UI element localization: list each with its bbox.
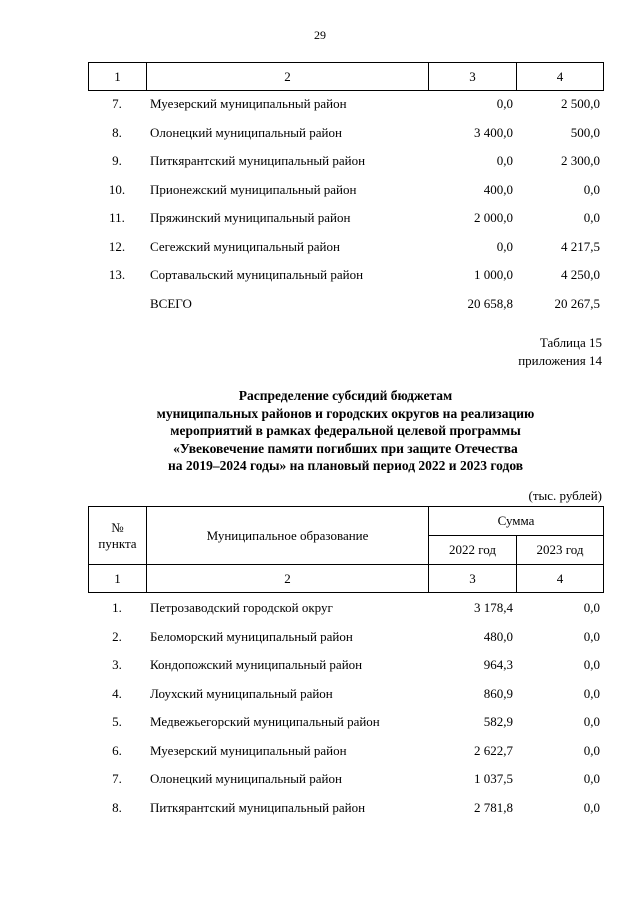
- col-number: 1: [89, 63, 147, 91]
- caption-table-number: Таблица 15: [539, 335, 602, 350]
- value-2022: 1 037,5: [474, 771, 513, 787]
- table-row: [88, 680, 603, 709]
- header-sum: Сумма: [429, 507, 604, 536]
- title-line: мероприятий в рамках федеральной целевой программы: [170, 423, 521, 438]
- col-number: 3: [429, 63, 517, 91]
- row-number: 9.: [112, 153, 122, 169]
- total-col3: 20 658,8: [467, 295, 513, 311]
- municipality-name: Беломорский муниципальный район: [150, 628, 353, 644]
- caption-appendix: приложения 14: [518, 353, 602, 368]
- col-number: 4: [517, 565, 604, 593]
- municipality-name: Петрозаводский городской округ: [150, 600, 333, 616]
- municipality-name: Олонецкий муниципальный район: [150, 771, 342, 787]
- table-row: [88, 794, 603, 823]
- value-col3: 2 000,0: [474, 210, 513, 226]
- total-col4: 20 267,5: [554, 295, 600, 311]
- table-row: [88, 623, 603, 652]
- title-line: на 2019–2024 годы» на плановый период 2022 и 2023 годов: [167, 458, 524, 473]
- units-note: (тыс. рублей): [528, 488, 602, 503]
- table-row: [88, 765, 603, 794]
- municipality-name: Сортавальский муниципальный район: [150, 267, 364, 283]
- value-2022: 480,0: [483, 628, 513, 644]
- row-number: 12.: [108, 238, 126, 254]
- total-row: [88, 290, 603, 319]
- value-col3: 400,0: [483, 181, 513, 197]
- table-caption: [518, 334, 602, 370]
- row-number: 6.: [112, 742, 122, 758]
- header-number-label: пункта: [98, 535, 137, 551]
- value-2022: 860,9: [483, 685, 513, 701]
- value-2022: 3 178,4: [474, 600, 513, 616]
- page-number: 29: [314, 28, 326, 42]
- header-year-2023: 2023 год: [517, 536, 604, 565]
- table-row: [88, 737, 603, 766]
- value-2023: 0,0: [583, 714, 600, 730]
- table2-body: [88, 594, 603, 822]
- value-2023: 0,0: [583, 600, 600, 616]
- municipality-name: Муезерский муниципальный район: [150, 742, 347, 758]
- header-number-sign: №: [111, 519, 124, 535]
- row-number: 11.: [109, 210, 125, 226]
- table-row: [88, 261, 603, 290]
- row-number: 1.: [112, 600, 122, 616]
- value-col3: 0,0: [496, 153, 513, 169]
- row-number: 7.: [112, 96, 122, 112]
- value-col3: 0,0: [496, 96, 513, 112]
- table-row: [88, 204, 603, 233]
- value-col4: 2 300,0: [561, 153, 600, 169]
- title-line: «Увековечение памяти погибших при защите Отечества: [173, 440, 518, 456]
- municipality-name: Питкярантский муниципальный район: [150, 799, 366, 815]
- table1-body: [88, 90, 603, 318]
- value-2022: 582,9: [483, 714, 513, 730]
- row-number: 8.: [112, 799, 122, 815]
- col-number: 2: [147, 63, 429, 91]
- value-col4: 0,0: [583, 181, 600, 197]
- table-row: [88, 147, 603, 176]
- col-number: 1: [89, 565, 147, 593]
- value-2023: 0,0: [583, 799, 600, 815]
- header-year-2022: 2022 год: [429, 536, 517, 565]
- value-col4: 0,0: [583, 210, 600, 226]
- value-2023: 0,0: [583, 742, 600, 758]
- col-number: 3: [429, 565, 517, 593]
- value-2022: 964,3: [483, 657, 513, 673]
- table-row: [88, 708, 603, 737]
- total-label: ВСЕГО: [150, 295, 192, 311]
- row-number: 13.: [108, 267, 126, 283]
- row-number: 3.: [112, 657, 122, 673]
- title-line: муниципальных районов и городских округов на реализацию: [156, 405, 535, 421]
- table1-column-numbers: [88, 62, 604, 91]
- table-row: [88, 176, 603, 205]
- value-col4: 4 250,0: [561, 267, 600, 283]
- municipality-name: Пряжинский муниципальный район: [150, 210, 351, 226]
- municipality-name: Олонецкий муниципальный район: [150, 124, 342, 140]
- value-2023: 0,0: [583, 628, 600, 644]
- header-number: [89, 507, 147, 565]
- value-2023: 0,0: [583, 771, 600, 787]
- municipality-name: Прионежский муниципальный район: [150, 181, 357, 197]
- header-municipality: Муниципальное образование: [147, 507, 429, 565]
- municipality-name: Муезерский муниципальный район: [150, 96, 347, 112]
- row-number: 10.: [108, 181, 126, 197]
- value-col3: 1 000,0: [474, 267, 513, 283]
- col-number: 4: [517, 63, 604, 91]
- value-col4: 4 217,5: [561, 238, 600, 254]
- municipality-name: Кондопожский муниципальный район: [150, 657, 363, 673]
- value-col4: 500,0: [570, 124, 600, 140]
- col-number: 2: [147, 565, 429, 593]
- table-row: [88, 233, 603, 262]
- row-number: 8.: [112, 124, 122, 140]
- row-number: 7.: [112, 771, 122, 787]
- municipality-name: Питкярантский муниципальный район: [150, 153, 366, 169]
- value-2023: 0,0: [583, 657, 600, 673]
- title-line: Распределение субсидий бюджетам: [238, 388, 453, 403]
- value-col3: 3 400,0: [474, 124, 513, 140]
- value-2023: 0,0: [583, 685, 600, 701]
- value-col4: 2 500,0: [561, 96, 600, 112]
- row-number: 4.: [112, 685, 122, 701]
- municipality-name: Сегежский муниципальный район: [150, 238, 340, 254]
- table-row: [88, 594, 603, 623]
- table-row: [88, 119, 603, 148]
- value-2022: 2 622,7: [474, 742, 513, 758]
- table2-header: [88, 506, 604, 593]
- row-number: 5.: [112, 714, 122, 730]
- value-col3: 0,0: [496, 238, 513, 254]
- municipality-name: Лоухский муниципальный район: [150, 685, 333, 701]
- table-row: [88, 651, 603, 680]
- municipality-name: Медвежьегорский муниципальный район: [150, 714, 380, 730]
- row-number: 2.: [112, 628, 122, 644]
- table-row: [88, 90, 603, 119]
- section-title: [88, 387, 603, 475]
- value-2022: 2 781,8: [474, 799, 513, 815]
